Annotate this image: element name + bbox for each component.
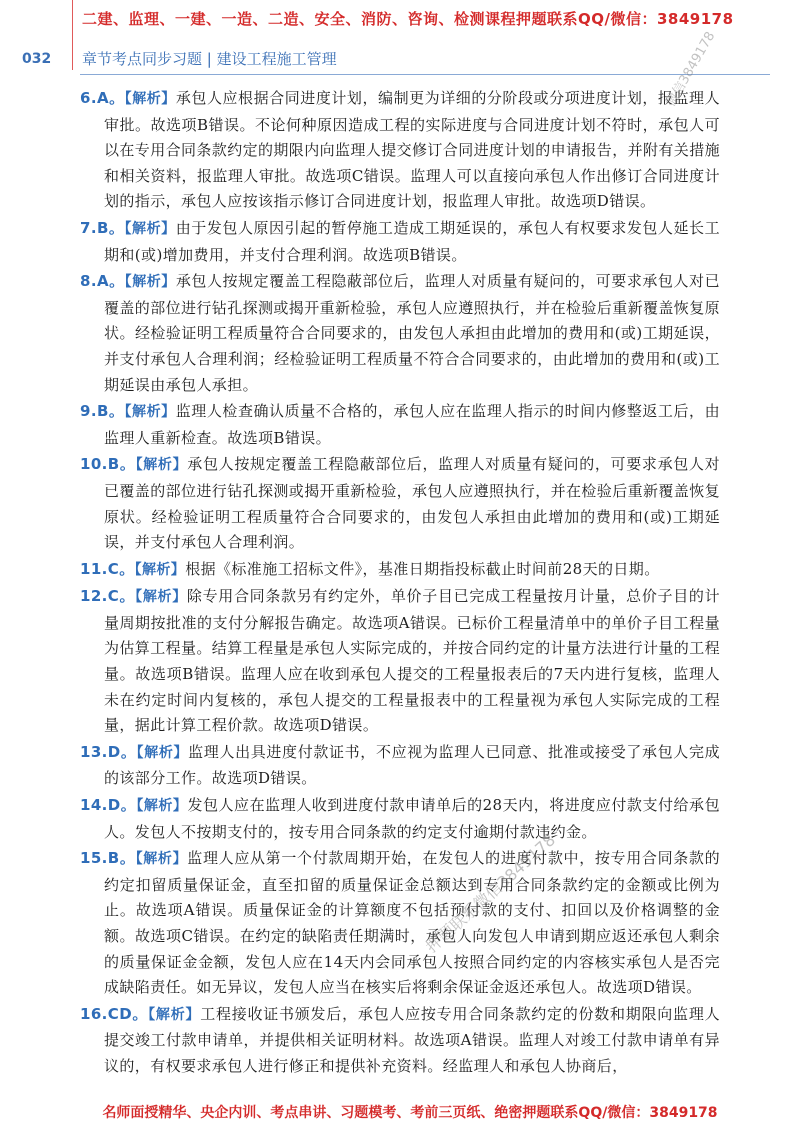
- answer-choice: C。: [107, 559, 135, 578]
- analysis-tag: 【解析】: [124, 274, 176, 291]
- answer-number: 12.: [80, 587, 108, 606]
- answer-choice: D。: [107, 742, 137, 761]
- answer-number: 15.: [80, 849, 108, 868]
- section-title: 章节考点同步习题 | 建设工程施工管理: [82, 50, 337, 68]
- answer-list: [80, 86, 720, 1081]
- answer-item: [80, 86, 720, 215]
- answer-number: 14.: [80, 796, 108, 815]
- analysis-tag: 【解析】: [135, 457, 188, 474]
- watermark-top: 微信3849178: [663, 29, 719, 110]
- analysis-text: 除专用合同条款另有约定外，单价子目已完成工程量按月计量，总价子目的计量周期按批准的支付分解报告确定。故选项A错误。已标价工程量清单中的单价子目工程量为估算工程量。结算工程量是承包人实际完成的，并按合同约定的计量方法进行计量的工程量。故选项B错误。监理人应在收到承包人提交的工程量报表后的7天内进行复核，监理人未在约定时间内复核的，承包人提交的工程量报表中的工程量视为承包人实际完成的工程量，据此计算工程价款。故选项D错误。: [104, 587, 721, 735]
- footer-ad-banner: 名师面授精华、央企内训、考点串讲、习题模考、考前三页纸、绝密押题联系QQ/微信：3849178: [102, 1105, 718, 1121]
- answer-item: [80, 399, 720, 451]
- answer-choice: A。: [96, 272, 125, 291]
- answer-number: 9.: [80, 402, 97, 421]
- answer-item: [80, 846, 720, 1001]
- answer-choice: B。: [107, 455, 136, 474]
- analysis-text: 监理人应从第一个付款周期开始，在发包人的进度付款中，按专用合同条款的约定扣留质量保证金，直至扣留的质量保证金总额达到专用合同条款约定的金额或比例为止。故选项A错误。质量保证金的计算额度不包括预付款的支付、扣回以及价格调整的金额。故选项C错误。在约定的缺陷责任期满时，承包人向发包人申请到期应返还承包人剩余的质量保证金金额，发包人应在14天内会同承包人按照合同约定的内容核实承包人是否完成缺陷责任。如无异议，发包人应当在核实后将剩余保证金返还承包人。故选项D错误。: [104, 849, 721, 997]
- answer-item: [80, 793, 720, 845]
- analysis-tag: 【解析】: [134, 561, 186, 578]
- answer-item: [80, 557, 720, 584]
- analysis-text: 工程接收证书颁发后，承包人应按专用合同条款约定的份数和期限向监理人提交竣工付款申请单，并提供相关证明材料。故选项A错误。监理人对竣工付款申请单有异议的，有权要求承包人进行修正和提供补充资料。经监理人和承包人协商后，: [104, 1004, 720, 1075]
- answer-choice: CD。: [107, 1004, 149, 1023]
- page-number: 032: [22, 51, 52, 67]
- analysis-text: 由于发包人原因引起的暂停施工造成工期延误的，承包人有权要求发包人延长工期和(或)增加费用，并支付合理利润。故选项B错误。: [104, 218, 720, 264]
- header-divider: [72, 0, 73, 70]
- answer-choice: C。: [107, 587, 136, 606]
- analysis-tag: 【解析】: [148, 1006, 201, 1023]
- answer-item: [80, 216, 720, 268]
- answer-choice: B。: [96, 218, 125, 237]
- answer-item: [80, 269, 720, 398]
- answer-item: [80, 740, 720, 792]
- analysis-tag: 【解析】: [136, 798, 188, 815]
- analysis-text: 监理人出具进度付款证书，不应视为监理人已同意、批准或接受了承包人完成的该部分工作。故选项D错误。: [104, 742, 720, 788]
- header-ad-banner: 二建、监理、一建、一造、二造、安全、消防、咨询、检测课程押题联系QQ/微信：3849178: [82, 10, 734, 28]
- answer-number: 10.: [80, 455, 108, 474]
- answer-choice: D。: [107, 796, 137, 815]
- answer-item: [80, 584, 720, 739]
- analysis-text: 发包人应在监理人收到进度付款申请单后的28天内，将进度应付款支付给承包人。发包人不按期支付的，按专用合同条款的约定支付逾期付款违约金。: [104, 796, 720, 841]
- answer-choice: B。: [107, 849, 136, 868]
- analysis-tag: 【解析】: [136, 744, 189, 761]
- analysis-tag: 【解析】: [124, 91, 176, 107]
- answer-number: 7.: [80, 218, 97, 237]
- answer-number: 6.: [80, 89, 97, 107]
- header-rule: [80, 74, 770, 75]
- analysis-tag: 【解析】: [135, 589, 187, 606]
- analysis-tag: 【解析】: [135, 851, 188, 868]
- answer-item: [80, 452, 720, 555]
- answer-number: 8.: [80, 272, 97, 291]
- analysis-tag: 【解析】: [124, 404, 176, 421]
- analysis-text: 监理人检查确认质量不合格的，承包人应在监理人指示的时间内修整返工后，由监理人重新检查。故选项B错误。: [104, 402, 720, 447]
- analysis-text: 承包人应根据合同进度计划，编制更为详细的分阶段或分项进度计划，报监理人审批。故选项B错误。不论何种原因造成工程的实际进度与合同进度计划不符时，承包人可以在专用合同条款约定的期限内向监理人提交修订合同进度计划的申请报告，并附有关措施和相关资料，报监理人审批。故选项C错误。监理人可以直接向承包人作出修订合同进度计划的指示，承包人应按该指示修订合同进度计划，报监理人审批。故选项D错误。: [104, 89, 721, 211]
- analysis-text: 承包人按规定覆盖工程隐蔽部位后，监理人对质量有疑问的，可要求承包人对已覆盖的部位进行钻孔探测或揭开重新检验，承包人应遵照执行，并在检验后重新覆盖恢复原状。经检验证明工程质量符合合同要求的，由发包人承担由此增加的费用和(或)工期延误，并支付承包人合理利润；经检验证明工程质量不符合合同要求的，由此增加的费用和(或)工期延误由承包人承担。: [104, 272, 721, 394]
- analysis-text: 承包人按规定覆盖工程隐蔽部位后，监理人对质量有疑问的，可要求承包人对已覆盖的部位进行钻孔探测或揭开重新检验，承包人应遵照执行，并在检验后重新覆盖恢复原状。经检验证明工程质量符合合同要求的，由发包人承担由此增加的费用和(或)工期延误，并支付承包人合理利润。: [104, 455, 721, 552]
- answer-number: 13.: [80, 742, 108, 761]
- answer-choice: A。: [96, 89, 125, 107]
- analysis-tag: 【解析】: [124, 220, 176, 237]
- analysis-text: 根据《标准施工招标文件》，基准日期指投标截止时间前28天的日期。: [185, 559, 660, 578]
- watermark-mid: 押题联系微信3849178: [422, 830, 560, 957]
- answer-choice: B。: [96, 402, 125, 421]
- answer-number: 11.: [80, 559, 108, 578]
- answer-number: 16.: [80, 1004, 108, 1023]
- answer-item: [80, 1002, 720, 1080]
